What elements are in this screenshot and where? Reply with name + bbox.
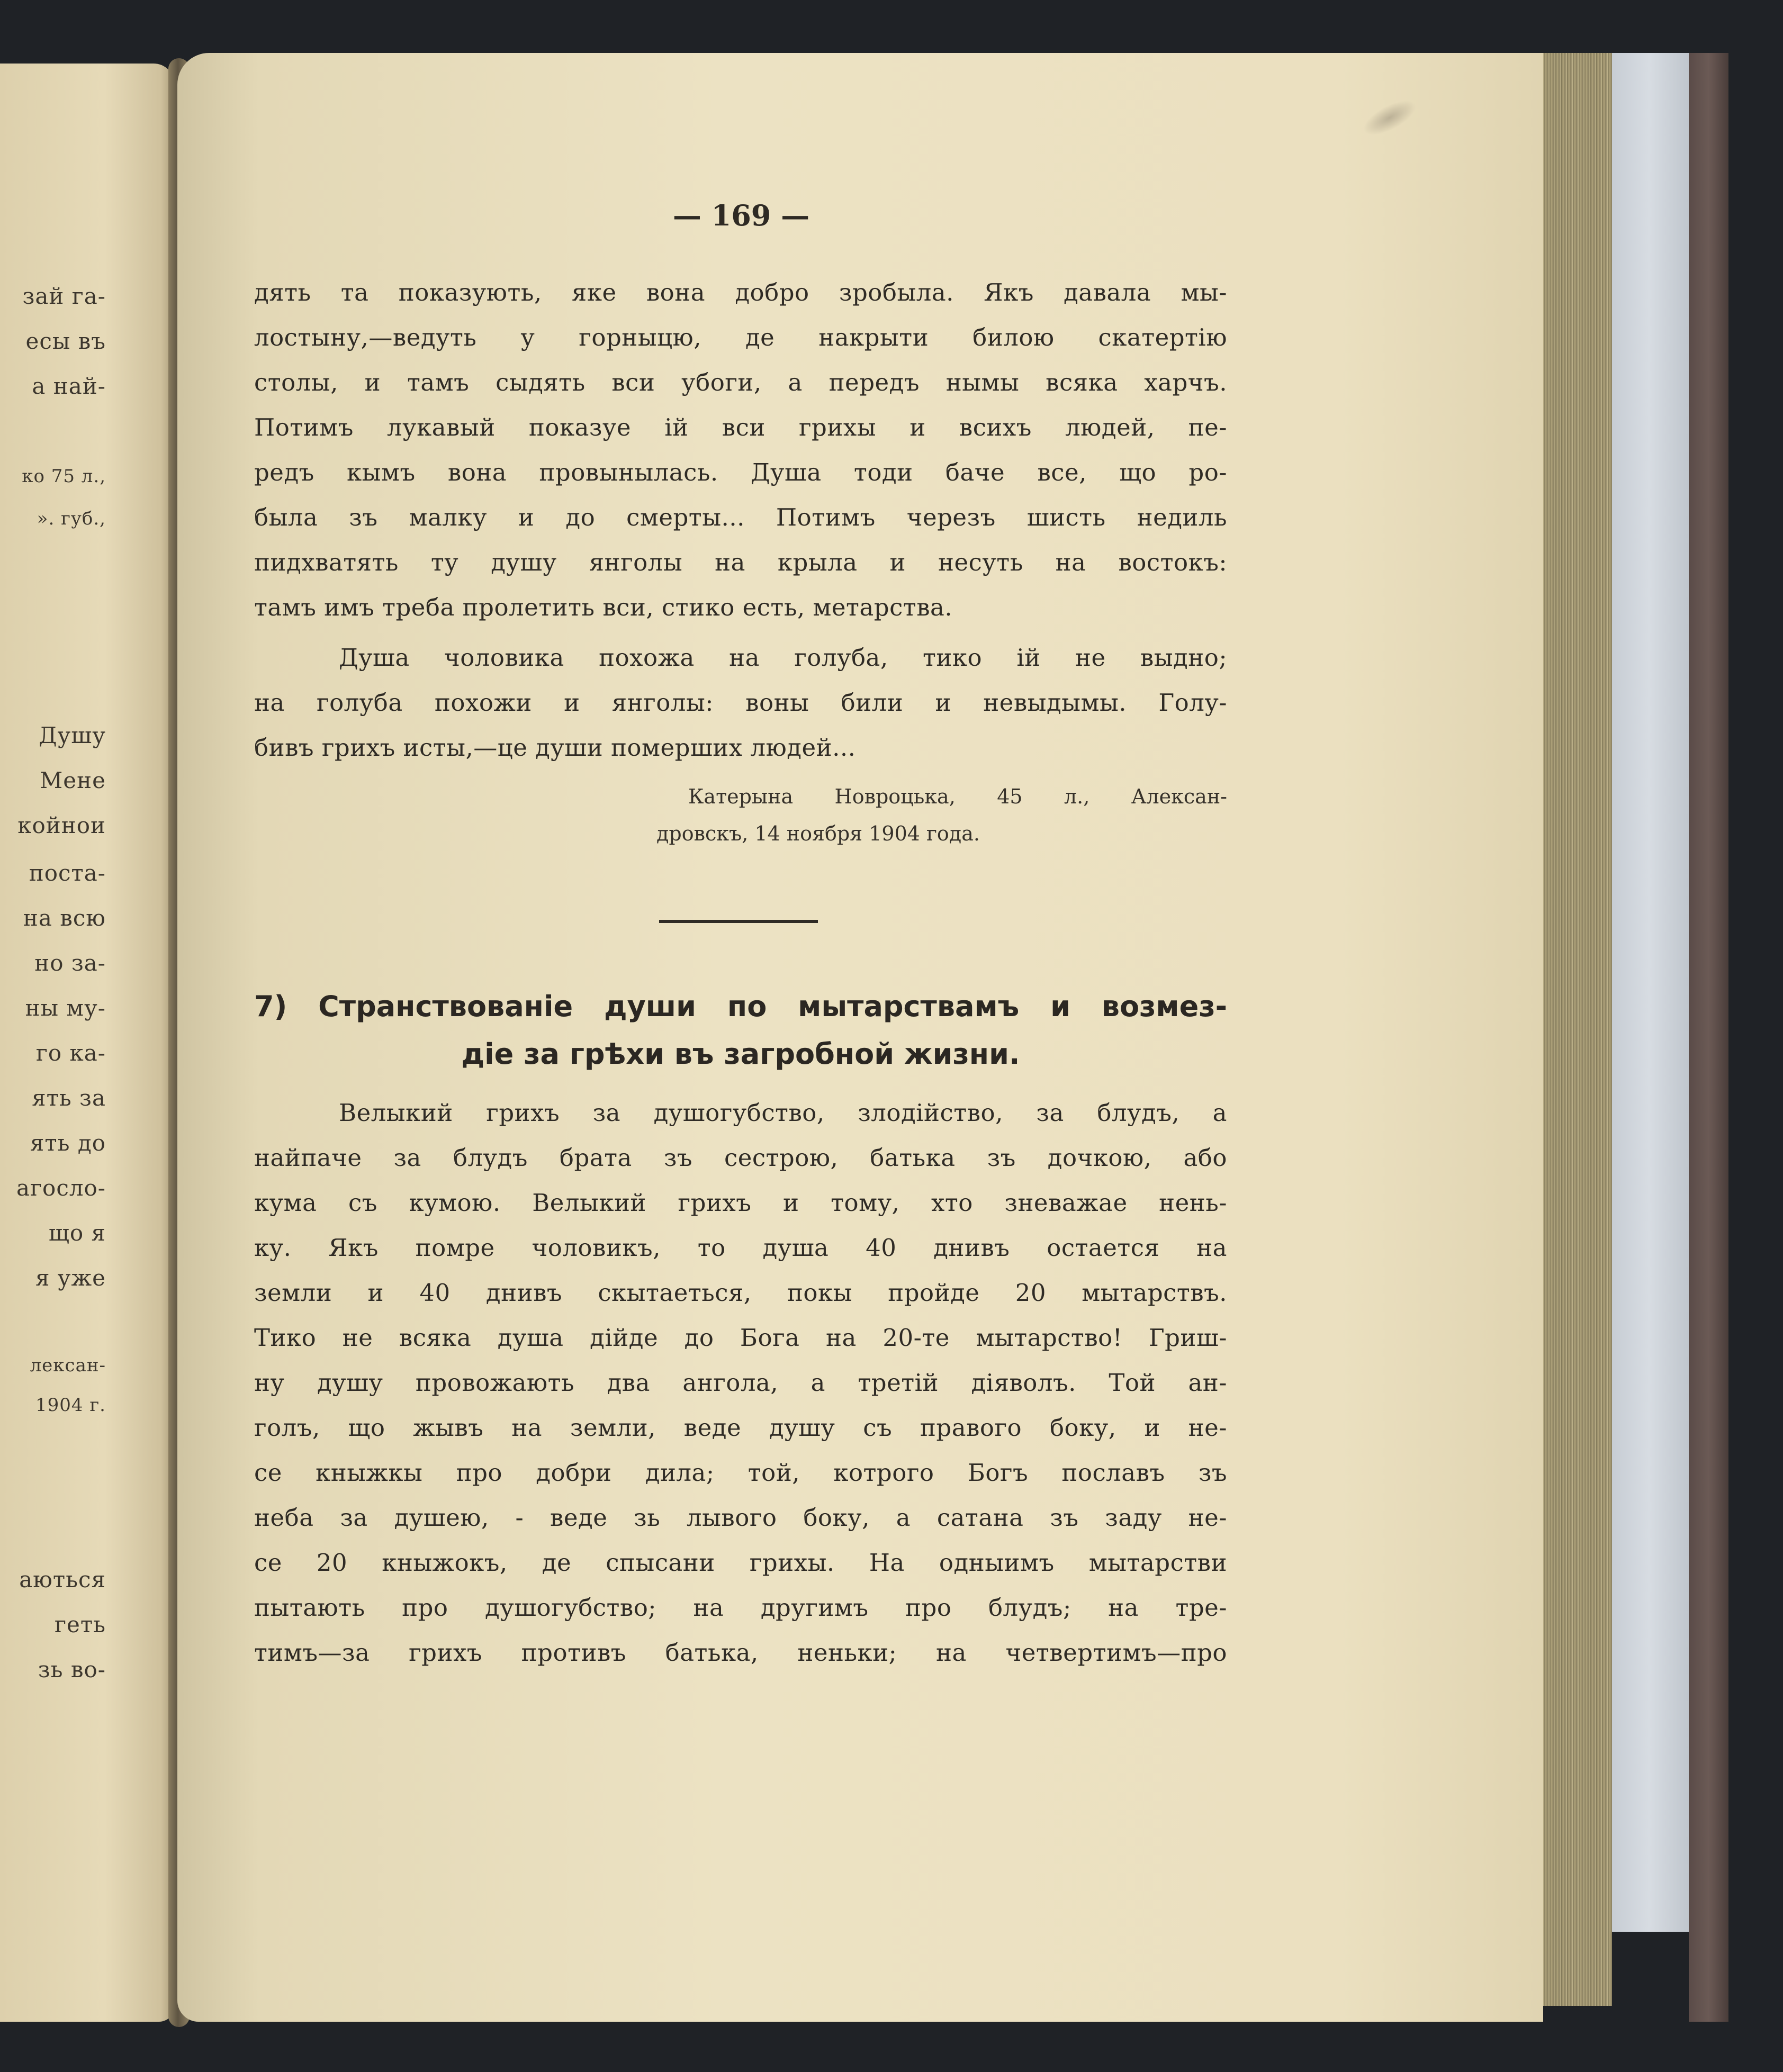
text-line: Велыкий грихъ за душогубство, злодійство, за блудъ, а: [339, 1099, 1227, 1127]
text-line: се 20 кныжокъ, де спысани грихы. На одныимъ мытарстви: [254, 1549, 1227, 1577]
left-page: [0, 64, 175, 2022]
page-number: — 169 —: [672, 198, 810, 232]
left-fragment: ять до: [30, 1130, 106, 1156]
text-line: на голуба похожи и янголы: воны били и невыдымы. Голу-: [254, 689, 1227, 717]
text-line: Душа чоловика похожа на голуба, тико ій не выдно;: [339, 644, 1227, 672]
text-line: лостыну,—ведуть у горныцю, де накрыти билою скатертію: [254, 323, 1227, 351]
text-line: се кныжкы про добри дила; той, котрого Богъ пославъ зъ: [254, 1459, 1227, 1487]
text-line: найпаче за блудъ брата зъ сестрою, батька зъ дочкою, або: [254, 1144, 1227, 1172]
text-line: дять та показують, яке вона добро зробыла. Якъ давала мы-: [254, 278, 1227, 306]
text-line: неба за душею, - веде зь лывого боку, а сатана зъ заду не-: [254, 1504, 1227, 1532]
binding-strip: [1689, 53, 1728, 2022]
text-line: земли и 40 днивъ скытаеться, покы пройде 20 мытарствъ.: [254, 1279, 1227, 1307]
left-fragment: що я: [48, 1220, 106, 1246]
left-fragment: 1904 г.: [35, 1395, 106, 1416]
section-heading: 7) Странствованіе души по мытарствамъ и возмез-: [254, 990, 1227, 1023]
left-fragment: поста-: [29, 860, 106, 886]
left-fragment: геть: [55, 1612, 106, 1637]
page-edges: [1538, 53, 1612, 2006]
text-line: столы, и тамъ сыдять вси убоги, а передъ нымы всяка харчъ.: [254, 368, 1227, 396]
text-line: ну душу провожають два ангола, а третій діяволъ. Той ан-: [254, 1369, 1227, 1397]
back-cover: [1609, 53, 1689, 1932]
text-line: пидхватять ту душу янголы на крыла и несуть на востокъ:: [254, 548, 1227, 576]
text-line: ку. Якъ помре чоловикъ, то душа 40 днивъ остается на: [254, 1234, 1227, 1262]
left-fragment: зай га-: [22, 283, 106, 309]
left-fragment: зь во-: [38, 1657, 106, 1682]
left-fragment: я уже: [35, 1265, 106, 1291]
left-fragment: на всю: [23, 905, 106, 931]
left-fragment: есы въ: [25, 328, 106, 354]
left-fragment: Мене: [40, 767, 106, 793]
text-line: тимъ—за грихъ противъ батька, неньки; на четвертимъ—про: [254, 1639, 1227, 1667]
section-divider: [659, 920, 818, 923]
signature-line: Катерына Новроцька, 45 л., Алексан-: [688, 785, 1227, 808]
text-line: тамъ имъ треба пролетить вси, стико есть, метарства.: [254, 593, 953, 621]
left-fragment: ны му-: [25, 995, 106, 1021]
left-fragment: ять за: [32, 1085, 106, 1111]
left-fragment: Душу: [39, 722, 106, 748]
signature-line: дровскъ, 14 ноября 1904 года.: [656, 822, 980, 845]
text-line: пытають про душогубство; на другимъ про блудъ; на тре-: [254, 1594, 1227, 1622]
text-line: была зъ малку и до смерты... Потимъ черезъ шисть недиль: [254, 503, 1227, 531]
left-fragment: ко 75 л.,: [22, 466, 106, 487]
left-fragment: агосло-: [16, 1175, 106, 1201]
text-line: Тико не всяка душа дійде до Бога на 20-те мытарство! Гриш-: [254, 1324, 1227, 1352]
text-line: редъ кымъ вона провынылась. Душа тоди баче все, що ро-: [254, 458, 1227, 486]
left-fragment: койнои: [17, 812, 106, 838]
left-fragment: аються: [19, 1567, 106, 1593]
text-line: бивъ грихъ исты,—це души померших людей...: [254, 734, 856, 762]
left-fragment: ». губ.,: [37, 508, 106, 529]
text-line: кума съ кумою. Велыкий грихъ и тому, хто зневажае нень-: [254, 1189, 1227, 1217]
text-line: голъ, що жывъ на земли, веде душу съ правого боку, и не-: [254, 1414, 1227, 1442]
left-fragment: а най-: [32, 373, 106, 399]
text-line: Потимъ лукавый показуе ій вси грихы и всихъ людей, пе-: [254, 413, 1227, 441]
left-fragment: го ка-: [35, 1040, 106, 1066]
left-fragment: но за-: [34, 950, 106, 976]
section-heading: діе за грѣхи въ загробной жизни.: [461, 1037, 1020, 1071]
left-fragment: лексан-: [30, 1355, 106, 1376]
